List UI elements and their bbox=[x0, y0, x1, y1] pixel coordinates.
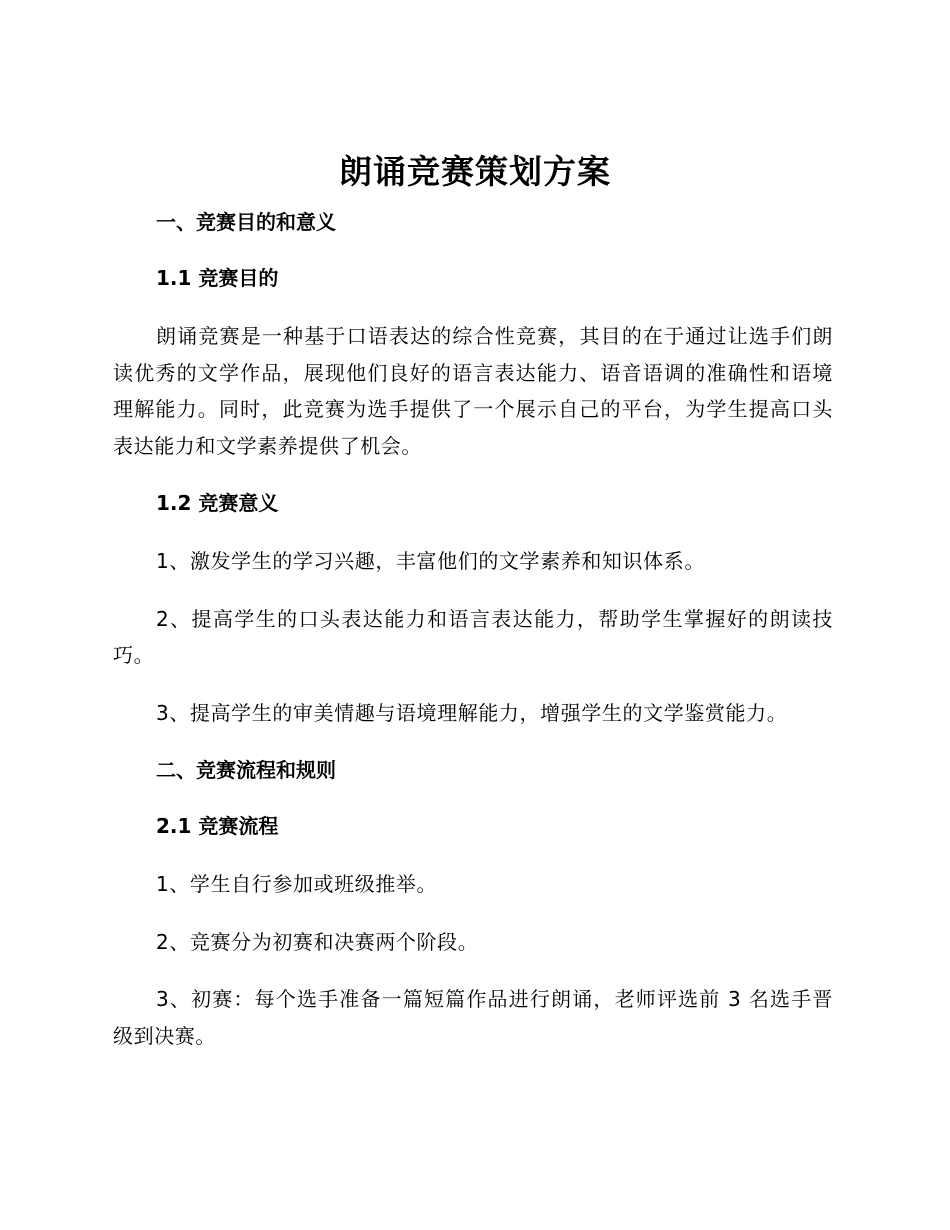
process-item-1: 1、学生自行参加或班级推举。 bbox=[156, 872, 438, 896]
significance-item-2: 2、提高学生的口头表达能力和语言表达能力，帮助学生掌握好的朗读技巧。 bbox=[113, 606, 833, 667]
subsection-heading-significance: 1.2 竞赛意义 bbox=[156, 491, 279, 515]
significance-item-1: 1、激发学生的学习兴趣，丰富他们的文学素养和知识体系。 bbox=[156, 549, 705, 573]
section-heading-purpose-and-significance: 一、竞赛目的和意义 bbox=[156, 210, 336, 234]
document-body bbox=[113, 204, 833, 1075]
subsection-heading-purpose: 1.1 竞赛目的 bbox=[156, 266, 279, 290]
process-item-2: 2、竞赛分为初赛和决赛两个阶段。 bbox=[156, 929, 479, 954]
document-title: 朗诵竞赛策划方案 bbox=[339, 152, 611, 191]
significance-item-3: 3、提高学生的审美情趣与语境理解能力，增强学生的文学鉴赏能力。 bbox=[156, 700, 788, 725]
process-item-3: 3、初赛：每个选手准备一篇短篇作品进行朗诵，老师评选前 3 名选手晋级到决赛。 bbox=[113, 987, 833, 1048]
section-heading-process-and-rules: 二、竞赛流程和规则 bbox=[156, 758, 336, 782]
subsection-heading-process: 2.1 竞赛流程 bbox=[156, 814, 279, 838]
purpose-paragraph: 朗诵竞赛是一种基于口语表达的综合性竞赛，其目的在于通过让选手们朗读优秀的文学作品，展现他们良好的语言表达能力、语音语调的准确性和语境理解能力。同时，此竞赛为选手提供了一个展示自己的平台，为学生提高口头表达能力和文学素养提供了机会。 bbox=[113, 324, 833, 458]
